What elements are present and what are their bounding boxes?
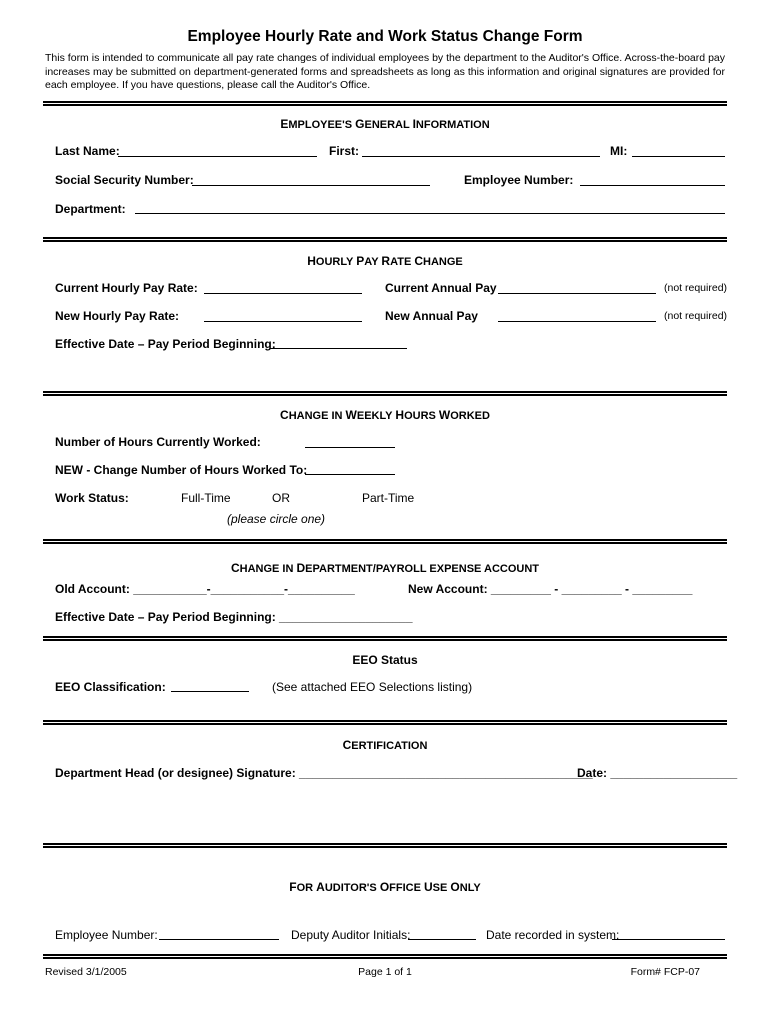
section-divider xyxy=(43,720,727,725)
or-text: OR xyxy=(272,491,290,505)
current-hours-label: Number of Hours Currently Worked: xyxy=(55,435,261,449)
revised-date: Revised 3/1/2005 xyxy=(45,966,127,978)
section-heading-hourly: HOURLY PAY RATE CHANGE xyxy=(307,254,463,268)
section-divider xyxy=(43,843,727,848)
employee-number-label: Employee Number: xyxy=(464,173,574,187)
section-divider xyxy=(43,391,727,396)
not-required-note: (not required) xyxy=(664,310,728,322)
section-heading-account: CHANGE IN DEPARTMENT/PAYROLL EXPENSE ACCOUNT xyxy=(230,561,540,575)
deputy-initials-field[interactable] xyxy=(408,939,476,940)
current-rate-label: Current Hourly Pay Rate: xyxy=(55,281,198,295)
date-recorded-label: Date recorded in system: xyxy=(486,928,620,942)
effective-date-field[interactable] xyxy=(270,348,407,349)
ssn-label: Social Security Number: xyxy=(55,173,194,187)
current-annual-field[interactable] xyxy=(498,293,656,294)
last-name-label: Last Name: xyxy=(55,144,120,158)
section-heading-general: EMPLOYEE'S GENERAL INFORMATION xyxy=(280,117,490,131)
section-divider xyxy=(43,636,727,641)
last-name-field[interactable] xyxy=(118,156,317,157)
section-heading-certification: CERTIFICATION xyxy=(342,738,428,752)
first-name-label: First: xyxy=(329,144,359,158)
full-time-option[interactable]: Full-Time xyxy=(181,491,231,505)
old-account-label[interactable]: Old Account: ___________-___________-__________ xyxy=(55,582,355,596)
section-divider xyxy=(43,237,727,242)
new-account-label[interactable]: New Account: _________ - _________ - _________ xyxy=(408,582,693,596)
date-field[interactable]: Date: ___________________ xyxy=(577,766,738,780)
circle-instruction: (please circle one) xyxy=(227,512,326,526)
deputy-initials-label: Deputy Auditor Initials: xyxy=(291,928,411,942)
department-label: Department: xyxy=(55,202,126,216)
signature-field[interactable]: Department Head (or designee) Signature: ____________________________________________ xyxy=(55,766,593,780)
mi-field[interactable] xyxy=(632,156,725,157)
section-heading-eeo: EEO Status xyxy=(352,653,418,667)
new-rate-field[interactable] xyxy=(204,321,362,322)
department-field[interactable] xyxy=(135,213,725,214)
work-status-label: Work Status: xyxy=(55,491,129,505)
employee-number-field[interactable] xyxy=(580,185,725,186)
mi-label: MI: xyxy=(610,144,628,158)
current-annual-label: Current Annual Pay xyxy=(385,281,497,295)
new-rate-label: New Hourly Pay Rate: xyxy=(55,309,180,323)
first-name-field[interactable] xyxy=(362,156,600,157)
eeo-classification-field[interactable] xyxy=(171,691,249,692)
eeo-classification-label: EEO Classification: xyxy=(55,680,166,694)
ssn-field[interactable] xyxy=(192,185,430,186)
section-heading-weekly: CHANGE IN WEEKLY HOURS WORKED xyxy=(280,408,490,422)
section-divider xyxy=(43,539,727,544)
intro-text: This form is intended to communicate all pay rate changes of individual employees by the department to the Auditor's Office. Across-the-board pay increases may be submitted on department-generated forms and spreadsheets as long as this information and original signatures are provided for each employee. If you have questions, please call the Auditor's Office. xyxy=(45,52,725,91)
new-annual-label: New Annual Pay xyxy=(385,309,478,323)
new-hours-label: NEW - Change Number of Hours Worked To: xyxy=(55,463,308,477)
not-required-note: (not required) xyxy=(664,282,728,294)
auditor-employee-number-field[interactable] xyxy=(159,939,279,940)
form-title: Employee Hourly Rate and Work Status Change Form xyxy=(187,28,583,45)
section-heading-auditor: FOR AUDITOR'S OFFICE USE ONLY xyxy=(289,880,481,894)
part-time-option[interactable]: Part-Time xyxy=(362,491,415,505)
account-effective-date[interactable]: Effective Date – Pay Period Beginning: ____________________ xyxy=(55,610,413,624)
current-rate-field[interactable] xyxy=(204,293,362,294)
effective-date-label: Effective Date – Pay Period Beginning: xyxy=(55,337,276,351)
form-number: Form# FCP-07 xyxy=(630,966,700,978)
footer-divider xyxy=(43,954,727,959)
new-annual-field[interactable] xyxy=(498,321,656,322)
section-divider xyxy=(43,101,727,106)
eeo-note: (See attached EEO Selections listing) xyxy=(272,680,473,694)
auditor-employee-number-label: Employee Number: xyxy=(55,928,158,942)
current-hours-field[interactable] xyxy=(305,447,395,448)
page-number: Page 1 of 1 xyxy=(358,966,412,978)
date-recorded-field[interactable] xyxy=(612,939,725,940)
new-hours-field[interactable] xyxy=(305,474,395,475)
